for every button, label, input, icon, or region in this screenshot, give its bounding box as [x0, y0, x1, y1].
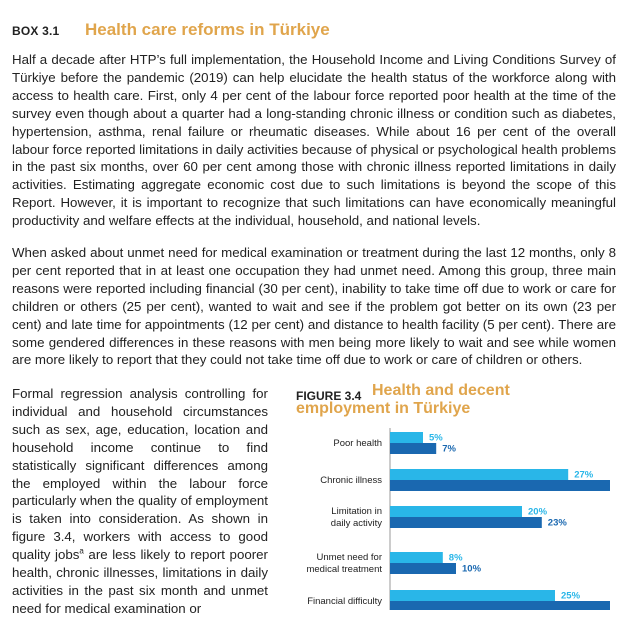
paragraph-3-text-a: Formal regression analysis controlling for individual and household circumstances such as sex, age, education, location and household income continue to find statistically significant differences among the employed within the labour force particularly when the quality of employment is taken into consideration. As shown in figure 3.4, workers with access to good quality jobs: [12, 386, 268, 563]
box-title: Health care reforms in Türkiye: [85, 20, 330, 39]
data-label: 10%: [462, 563, 482, 575]
bar: [390, 590, 555, 601]
category-label: [320, 475, 382, 486]
category-label-line: Unmet need for: [316, 552, 382, 563]
bar: [390, 469, 568, 480]
bar: [390, 443, 436, 454]
bar: [390, 517, 542, 528]
paragraph-2: When asked about unmet need for medical examination or treatment during the last 12 months, only 8 per cent reported that in at least one occupation they had unmet need. Among this group, three main reasons were reported including financial (30 per cent), inability to take time off due to work or care for children or others (25 per cent), wanted to wait and see if the problem got better on its own (23 per cent) and late time for appointments (12 per cent) and distance to health facility (5 per cent). There are some gendered differences in these reasons with men being more likely to wait and see while women are more likely to report that they could not take time off due to work or care of children or others.: [12, 245, 616, 368]
category-label: [333, 438, 382, 449]
bar-chart: [290, 420, 610, 610]
bar: [390, 432, 423, 443]
figure-label: FIGURE 3.4: [296, 389, 362, 403]
box-label: BOX 3.1: [12, 24, 60, 38]
category-label-line: Poor health: [333, 438, 382, 449]
paragraph-1: Half a decade after HTP’s full implementation, the Household Income and Living Conditions Survey of Türkiye before the pandemic (2019) can help elucidate the health status of the workforce along with access to health care. First, only 4 per cent of the labour force reported poor health at the time of the survey even though about a quarter had a long-standing chronic illness or condition such as diabetes, hypertension, asthma, renal failure or rheumatic diseases. While about 16 per cent of the overall labour force reported limitations in daily activities because of physical or psychological health problems in the past six months, over 60 per cent among those with chronic illness reported limitations in daily activities. Estimating aggregate economic cost due to such limitations is beyond the scope of this Report. However, it is important to recognize that such limitations can have economically meaningful productivity and welfare effects at the individual, household, and national levels.: [12, 52, 616, 229]
category-label: [307, 596, 382, 607]
data-label: 8%: [448, 552, 463, 564]
figure-title: Health and decent employment in Türkiye: [296, 382, 510, 417]
footnote-marker: a: [79, 546, 84, 556]
data-label: 7%: [442, 443, 456, 455]
data-label: 5%: [429, 432, 443, 444]
data-label: 25%: [561, 590, 581, 602]
bar: [390, 552, 443, 563]
category-label-line: medical treatment: [306, 564, 382, 575]
bar: [390, 506, 522, 517]
bar: [390, 480, 610, 491]
category-label-line: Financial difficulty: [307, 596, 382, 607]
bar: [390, 601, 610, 610]
category-label-line: daily activity: [330, 518, 382, 529]
bar: [390, 563, 456, 574]
data-label: 27%: [574, 469, 594, 481]
paragraph-3: [12, 385, 268, 618]
category-label: [306, 552, 382, 575]
data-label: 20%: [528, 506, 548, 518]
category-label-line: Limitation in: [331, 506, 382, 517]
data-label: 23%: [547, 517, 567, 529]
category-label-line: Chronic illness: [320, 475, 382, 486]
category-label: [331, 506, 382, 529]
paragraph-3-text-b: are less likely to report poorer health, chronic illnesses, limitations in daily activities in the past six month and unmet need for medical examination or: [12, 547, 268, 616]
